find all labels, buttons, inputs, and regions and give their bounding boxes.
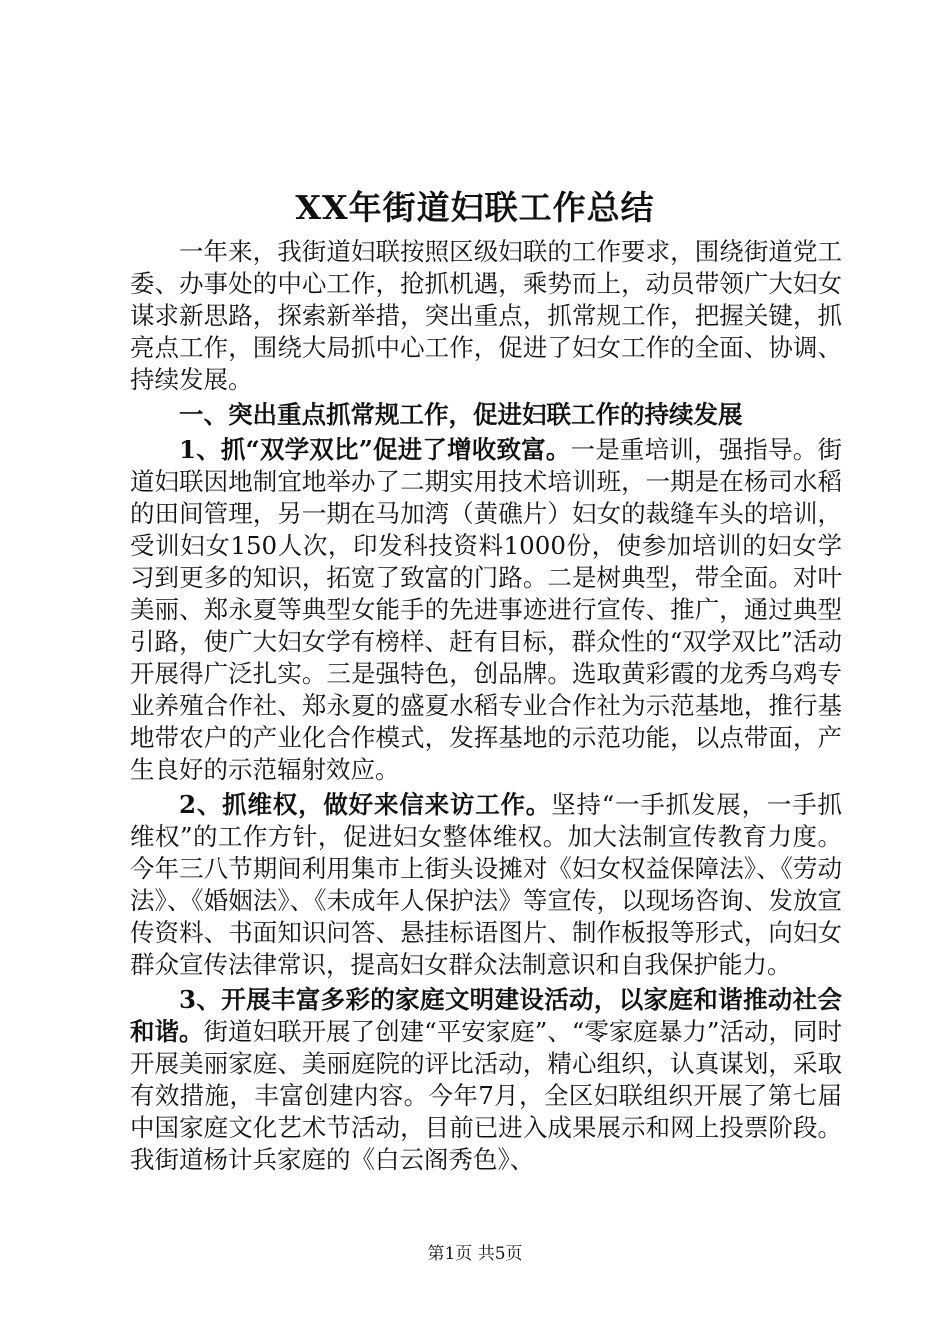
intro-paragraph: 一年来，我街道妇联按照区级妇联的工作要求，围绕街道党工委、办事处的中心工作，抢抓机遇，乘势而上，动员带领广大妇女谋求新思路，探索新举措，突出重点，抓常规工作，把握关键，抓亮点工作，围绕大局抓中心工作，促进了妇女工作的全面、协调、持续发展。: [130, 237, 842, 394]
document-title: XX年街道妇联工作总结: [295, 188, 655, 227]
document-body: [130, 236, 842, 1179]
item-1-paragraph: [130, 434, 842, 786]
item-1-body: 一是重培训，强指导。街道妇联因地制宜地举办了二期实用技术培训班，一期是在杨司水稻的田间管理，另一期在马加湾（黄礁片）妇女的裁缝车头的培训，受训妇女150人次，印发科技资料1000份，使参加培训的妇女学习到更多的知识，拓宽了致富的门路。二是树典型，带全面。对叶美丽、郑永夏等典型女能手的先进事迹进行宣传、推广，通过典型引路，使广大妇女学有榜样、赶有目标，群众性的“双学双比”活动开展得广泛扎实。三是强特色，创品牌。选取黄彩霞的龙秀乌鸡专业养殖合作社、郑永夏的盛夏水稻专业合作社为示范基地，推行基地带农户的产业化合作模式，发挥基地的示范功能，以点带面，产生良好的示范辐射效应。: [130, 435, 842, 784]
item-2-body: 坚持“一手抓发展，一手抓维权”的工作方针，促进妇女整体维权。加大法制宣传教育力度。今年三八节期间利用集市上街头设摊对《妇女权益保障法》、《劳动法》、《婚姻法》、《未成年人保护法》等宣传，以现场咨询、发放宣传资料、书面知识问答、悬挂标语图片、制作板报等形式，向妇女群众宣传法律常识，提高妇女群众法制意识和自我保护能力。: [130, 790, 843, 979]
section-heading: 一、突出重点抓常规工作，促进妇联工作的持续发展: [179, 400, 743, 429]
item-3-lead: 3、开展丰富多彩的家庭文明建设活动，以家庭和谐推动社会和谐。: [130, 985, 842, 1046]
item-1-lead: 1、抓“双学双比”促进了增收致富。: [179, 435, 571, 464]
item-2-lead: 2、抓维权，做好来信来访工作。: [179, 790, 552, 819]
page-footer: 第1页 共5页: [427, 1244, 523, 1264]
item-3-paragraph: [130, 984, 842, 1176]
item-3-body: 街道妇联开展了创建“平安家庭”、“零家庭暴力”活动，同时开展美丽家庭、美丽庭院的评比活动，精心组织，认真谋划，采取有效措施，丰富创建内容。今年7月，全区妇联组织开展了第七届中国家庭文化艺术节活动，目前已进入成果展示和网上投票阶段。我街道杨计兵家庭的《白云阁秀色》、: [130, 1017, 842, 1174]
item-2-paragraph: [130, 789, 842, 981]
